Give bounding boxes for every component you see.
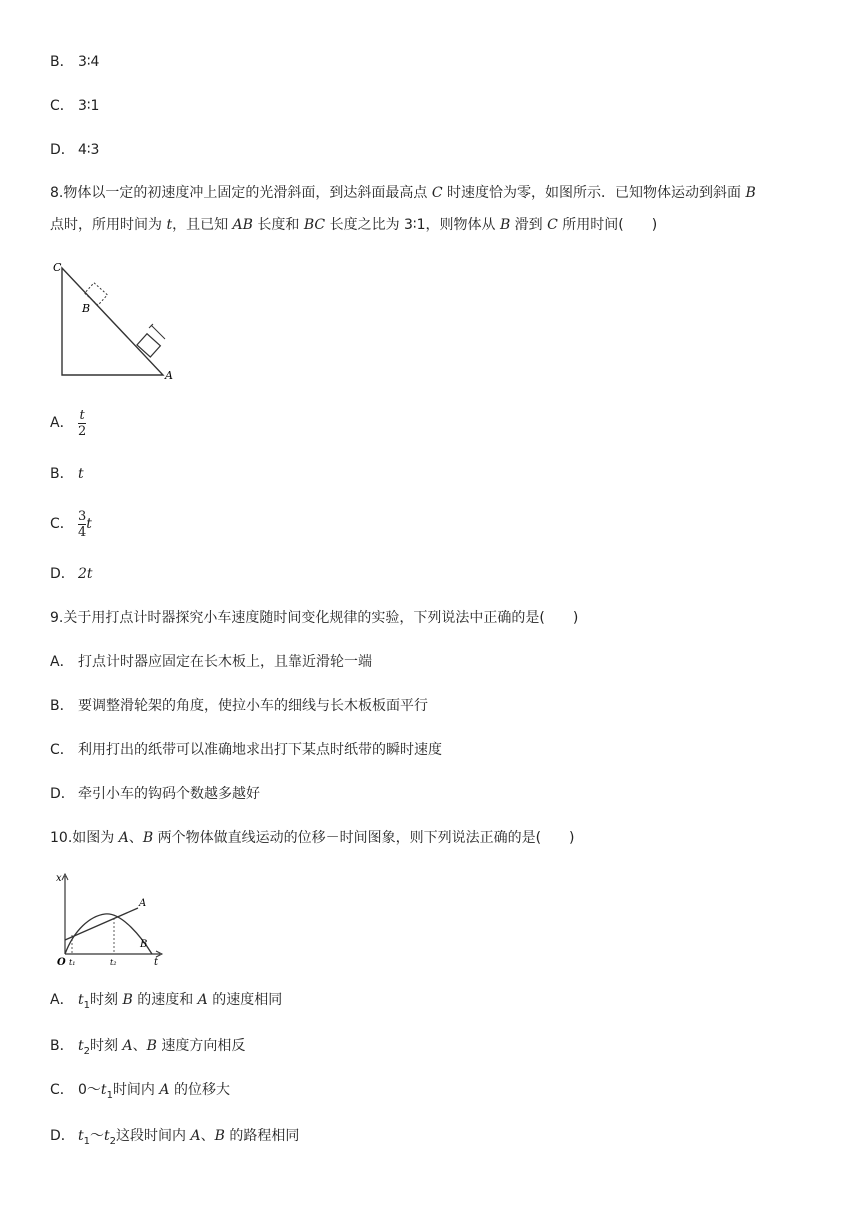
fraction-denominator: 4 [78,524,87,540]
option-text: 牵引小车的钩码个数越多越好 [78,786,260,802]
fraction-numerator: 3 [78,508,87,524]
option-text: 3∶4 [78,54,100,70]
var-a: A [118,830,129,846]
option-text: 利用打出的纸带可以准确地求出打下某点时纸带的瞬时速度 [78,742,442,758]
stem-text: 8.物体以一定的初速度冲上固定的光滑斜面，到达斜面最高点 [50,185,432,201]
subscript: 2 [109,1135,117,1147]
incline-triangle [62,268,163,375]
q8-stem [50,177,830,241]
incline-figure [50,258,180,383]
option-text: 时间内 [112,1082,160,1098]
var-bc: BC [303,217,326,233]
q10-option-d [50,1126,299,1152]
q10-stem [50,828,575,848]
option-letter: D． [50,1128,75,1144]
option-text: 打点计时器应固定在长木板上，且靠近滑轮一端 [78,654,372,670]
var-a: A [190,1128,201,1144]
q9-option-d [50,784,260,804]
label-c: C [53,261,62,274]
label-t2: t₂ [110,958,117,967]
var-t: t [86,516,92,532]
option-letter: C． [50,742,74,758]
var-c: C [431,185,443,201]
q10-option-a [50,990,282,1016]
var-a: A [197,992,208,1008]
option-text: 、 [200,1128,215,1144]
velocity-arrow [151,325,165,339]
q8-option-d [50,564,93,584]
option-letter: C． [50,1082,74,1098]
q9-option-b [50,696,428,716]
stem-text: 时速度恰为零，如图所示．已知物体运动到斜面 [442,185,746,201]
option-text: 这段时间内 [116,1128,191,1144]
stem-text: ，且已知 [172,217,233,233]
option-letter: C． [50,516,74,532]
subscript: 2 [83,1045,91,1057]
var-t: t [104,1128,110,1144]
option-text: 0～ [78,1082,101,1098]
q9-option-c [50,740,442,760]
option-letter: A． [50,415,74,431]
q7-option-b [50,52,99,72]
stem-text: 、 [128,830,143,846]
var-t: t [100,1082,107,1098]
fraction-numerator: t [79,407,85,423]
option-text: 要调整滑轮架的角度，使拉小车的细线与长木板板面平行 [78,698,428,714]
stem-text: 滑到 [510,217,548,233]
stem-text: 所用时间( ) [557,217,658,233]
option-letter: B． [50,698,74,714]
option-letter: C． [50,98,74,114]
option-letter: D． [50,142,75,158]
option-letter: B． [50,1038,74,1054]
option-letter: A． [50,654,74,670]
block-moving [137,334,160,357]
option-letter: B． [50,54,74,70]
label-a: A [165,369,173,382]
q7-option-d [50,140,99,160]
stem-text: 长度和 [252,217,304,233]
q10-option-b [50,1036,245,1062]
option-text: 时刻 [90,1038,123,1054]
var-a: A [159,1082,170,1098]
var-t: t [78,1038,84,1054]
option-text: 速度方向相反 [156,1038,246,1054]
q8-option-a [50,407,86,439]
option-text: 的路程相同 [224,1128,300,1144]
q9-stem: 9.关于用打点计时器探究小车速度随时间变化规律的实验，下列说法中正确的是( ) [50,610,579,626]
option-text: t [78,466,84,482]
var-c: C [547,217,558,233]
label-t1: t₁ [69,958,76,967]
q8-option-b [50,464,84,484]
label-a: A [139,898,147,909]
stem-text: 点时，所用时间为 [50,217,167,233]
label-t: t [154,957,159,968]
q9-option-a [50,652,372,672]
option-letter: D． [50,786,75,802]
var-t: t [166,217,173,233]
var-b: B [499,217,511,233]
option-text: 的速度和 [132,992,198,1008]
option-text: 、 [132,1038,147,1054]
q7-option-c [50,96,99,116]
subscript: 1 [106,1089,113,1101]
option-text: 的位移大 [169,1082,230,1098]
option-text: 3∶1 [78,98,100,114]
q8-option-c [50,508,92,540]
subscript: 1 [83,999,91,1011]
label-b: B [140,939,148,950]
var-b: B [142,830,154,846]
option-text: 时刻 [90,992,123,1008]
option-text: 4∶3 [78,142,100,158]
option-letter: B． [50,466,74,482]
label-x: x [56,873,62,884]
var-a: A [122,1038,133,1054]
var-b: B [214,1128,225,1144]
var-b: B [745,185,756,201]
label-b: B [82,302,91,315]
var-t: t [78,1128,84,1144]
q10-option-c [50,1080,230,1106]
label-o: O [57,957,66,968]
fraction-denominator: 2 [78,423,87,439]
stem-text: 10.如图为 [50,830,119,846]
stem-text: 两个物体做直线运动的位移－时间图象，则下列说法正确的是( ) [153,830,575,846]
var-t: t [78,992,84,1008]
var-b: B [146,1038,157,1054]
fraction [78,409,86,438]
option-text: 的速度相同 [207,992,283,1008]
xt-graph [50,868,170,968]
option-text: ～ [90,1128,105,1144]
stem-text: 长度之比为 3∶1，则物体从 [325,217,500,233]
option-letter: A． [50,992,74,1008]
option-text: 2t [78,566,93,582]
var-b: B [122,992,133,1008]
option-letter: D． [50,566,75,582]
subscript: 1 [83,1135,91,1147]
var-ab: AB [232,217,253,233]
